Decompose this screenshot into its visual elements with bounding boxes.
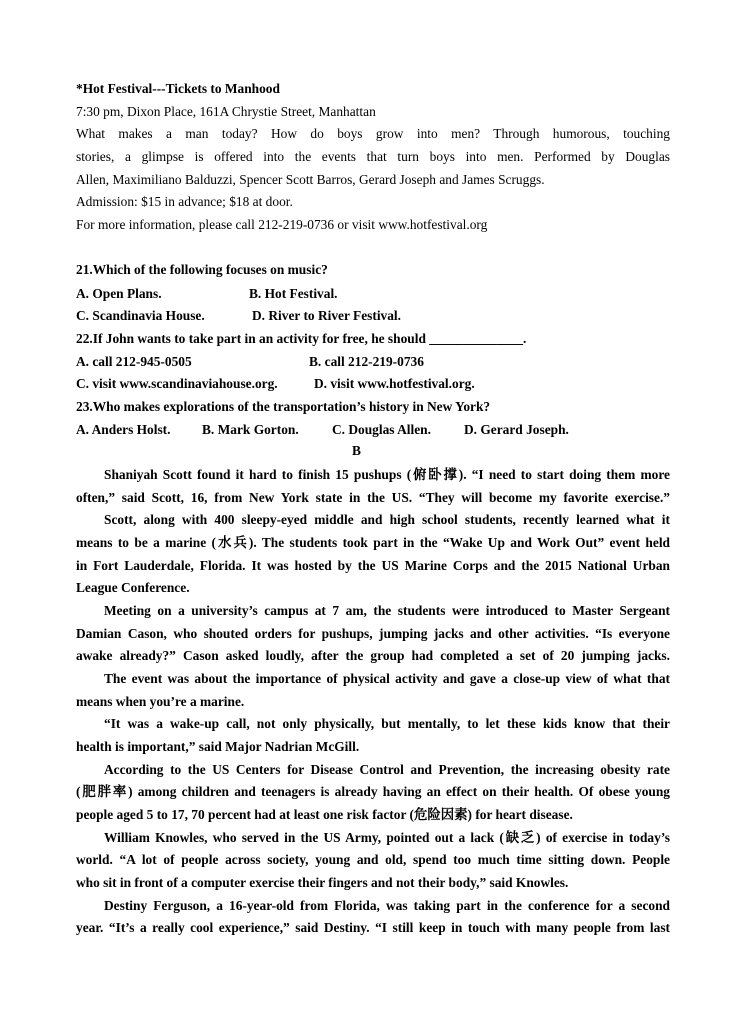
q22-option-a: A. call 212-945-0505 [76, 354, 192, 369]
q21-option-c: C. Scandinavia House. [76, 308, 205, 323]
question-23: 23.Who makes explorations of the transportation’s history in New York? [76, 399, 491, 414]
q22-option-d: D. visit www.hotfestival.org. [314, 376, 475, 391]
passage-line: who sit in front of a computer exercise their fingers and not their body,” said Knowles. [76, 875, 569, 890]
passage-line: Destiny Ferguson, a 16-year-old from Florida, was taking part in the conference for a second [104, 898, 670, 913]
q23-option-d: D. Gerard Joseph. [464, 422, 569, 437]
passage-line: Meeting on a university’s campus at 7 am, the students were introduced to Master Sergeant [104, 603, 670, 618]
passage-line: Damian Cason, who shouted orders for pushups, jumping jacks and other activities. “Is everyone [76, 626, 670, 641]
passage-line: means when you’re a marine. [76, 694, 245, 709]
passage-line: means to be a marine (水兵). The students took part in the “Wake Up and Work Out” event held [76, 535, 670, 550]
event-admission: Admission: $15 in advance; $18 at door. [76, 194, 293, 209]
q21-option-a: A. Open Plans. [76, 286, 162, 301]
q21-option-b: B. Hot Festival. [249, 286, 338, 301]
passage-line: awake already?” Cason asked loudly, after the group had completed a set of 20 jumping jacks. [76, 648, 670, 663]
event-description-line: What makes a man today? How do boys grow into men? Through humorous, touching [76, 126, 670, 141]
passage-line: William Knowles, who served in the US Army, pointed out a lack (缺乏) of exercise in today’s [104, 830, 670, 845]
passage-line: year. “It’s a really cool experience,” said Destiny. “I still keep in touch with many people from last [76, 920, 670, 935]
passage-line: According to the US Centers for Disease Control and Prevention, the increasing obesity rate [104, 762, 670, 777]
question-21: 21.Which of the following focuses on music? [76, 262, 328, 277]
event-info: For more information, please call 212-219-0736 or visit www.hotfestival.org [76, 217, 488, 232]
passage-line: The event was about the importance of physical activity and gave a close-up view of what that [104, 671, 670, 686]
passage-line: Scott, along with 400 sleepy-eyed middle and high school students, recently learned what it [104, 512, 670, 527]
q23-option-c: C. Douglas Allen. [332, 422, 431, 437]
passage-line: people aged 5 to 17, 70 percent had at least one risk factor (危险因素) for heart disease. [76, 807, 573, 822]
section-b-heading: B [352, 443, 361, 458]
passage-line: League Conference. [76, 580, 190, 595]
passage-line: Shaniyah Scott found it hard to finish 15 pushups (俯卧撑). “I need to start doing them more [104, 467, 670, 482]
passage-line: often,” said Scott, 16, from New York state in the US. “They will become my favorite exercise.” [76, 490, 670, 505]
passage-line: “It was a wake-up call, not only physically, but mentally, to let these kids know that their [104, 716, 670, 731]
q23-option-b: B. Mark Gorton. [202, 422, 299, 437]
passage-line: (肥胖率) among children and teenagers is already having an effect on their health. Of obese young [76, 784, 670, 799]
passage-line: health is important,” said Major Nadrian McGill. [76, 739, 360, 754]
event-time-place: 7:30 pm, Dixon Place, 161A Chrystie Street, Manhattan [76, 104, 376, 119]
event-description-line: stories, a glimpse is offered into the events that turn boys into men. Performed by Douglas [76, 149, 670, 164]
event-description-line: Allen, Maximiliano Balduzzi, Spencer Scott Barros, Gerard Joseph and James Scruggs. [76, 172, 545, 187]
q21-option-d: D. River to River Festival. [252, 308, 401, 323]
passage-line: world. “A lot of people across society, young and old, spend too much time sitting down. People [76, 852, 670, 867]
q23-option-a: A. Anders Holst. [76, 422, 171, 437]
q22-option-c: C. visit www.scandinaviahouse.org. [76, 376, 278, 391]
question-22: 22.If John wants to take part in an activity for free, he should ______________. [76, 331, 527, 346]
passage-line: in Fort Lauderdale, Florida. It was hosted by the US Marine Corps and the 2015 National Urban [76, 558, 670, 573]
q22-option-b: B. call 212-219-0736 [309, 354, 424, 369]
event-title: *Hot Festival---Tickets to Manhood [76, 81, 280, 96]
